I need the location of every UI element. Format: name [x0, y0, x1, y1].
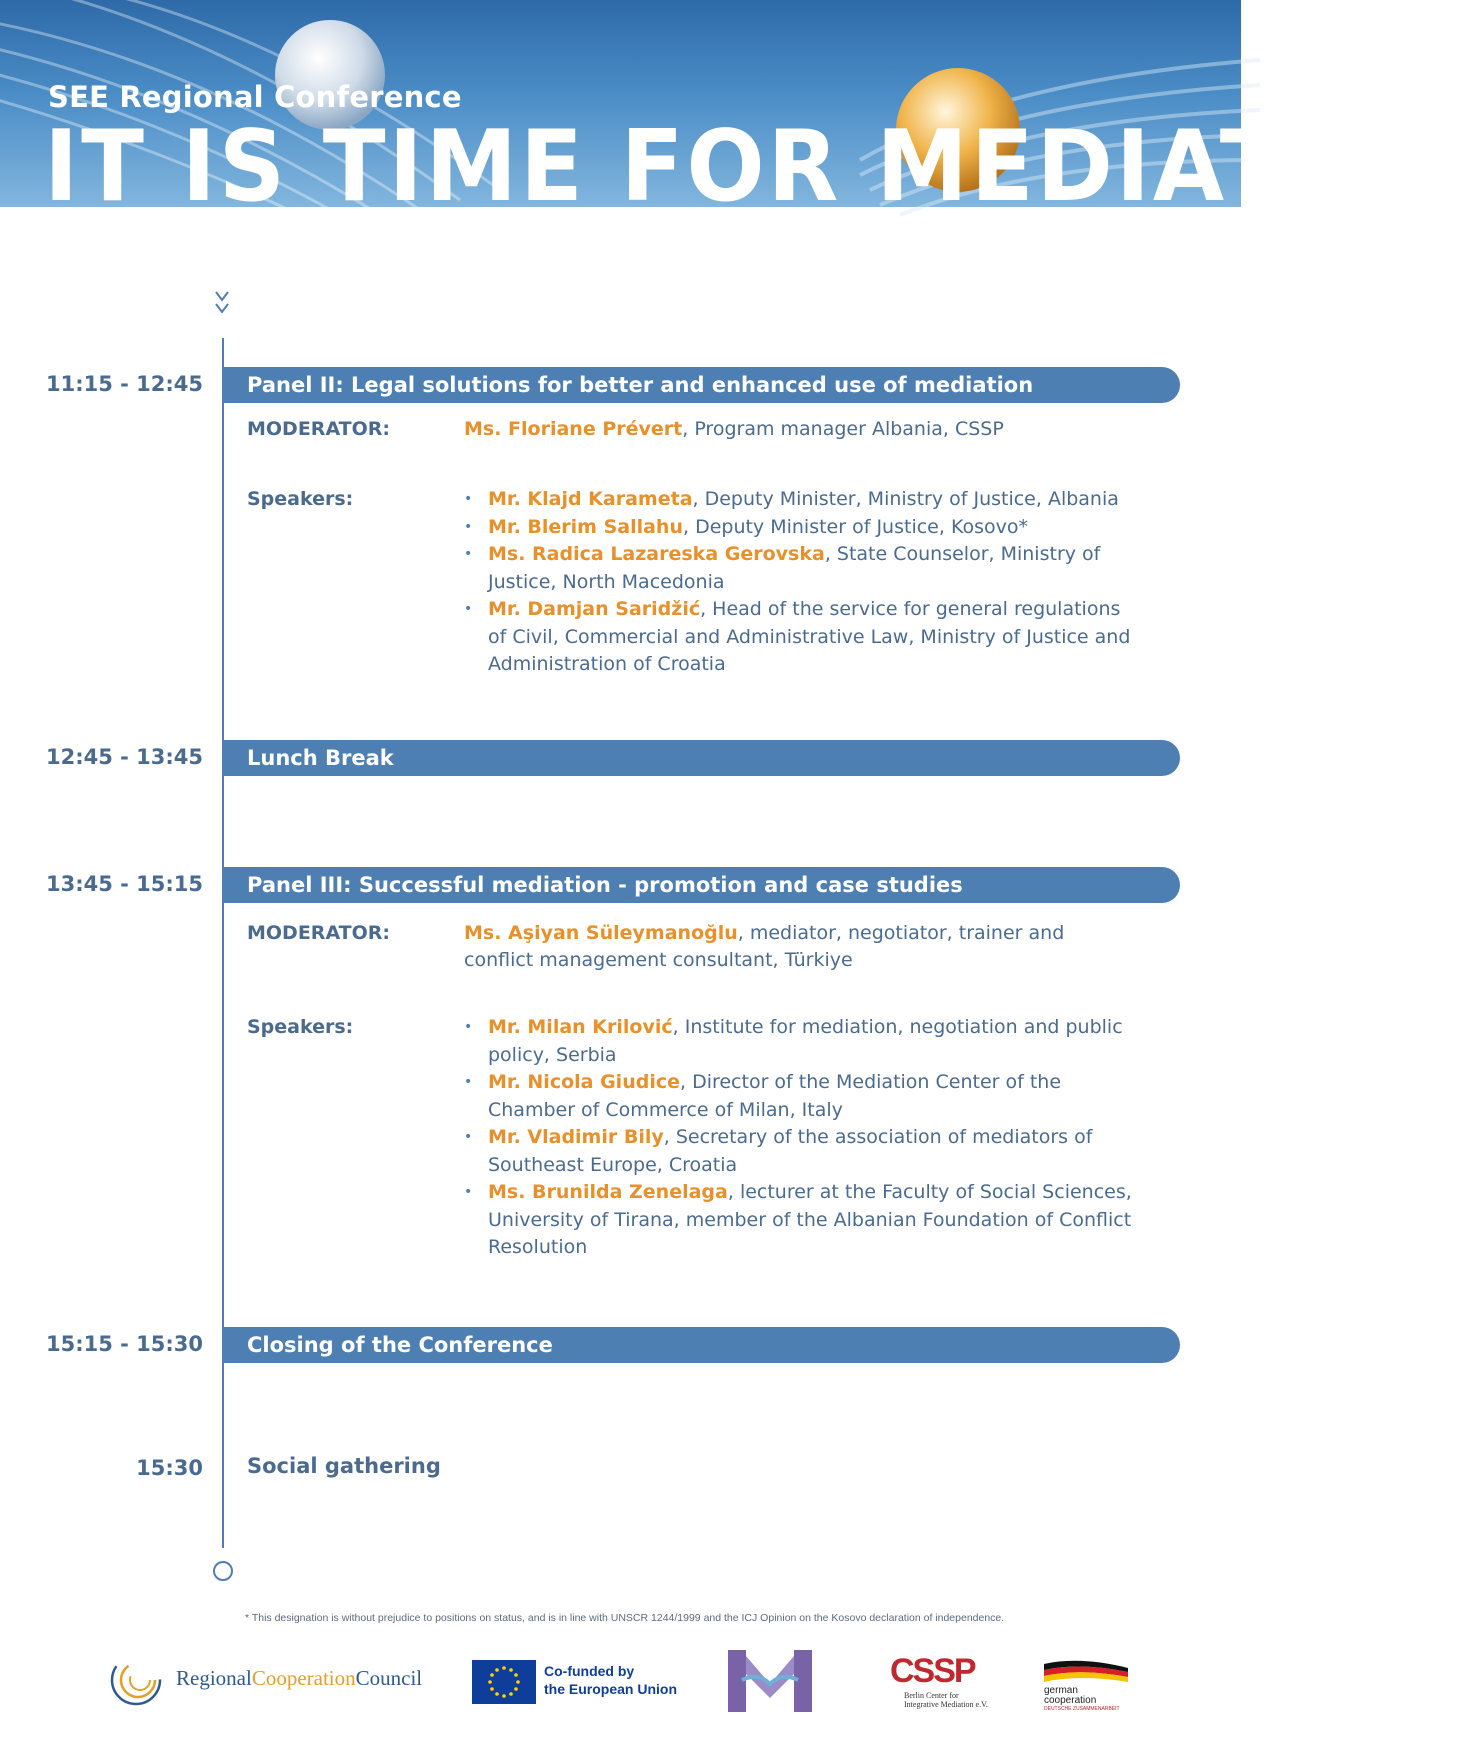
speaker-desc: , State Counselor, Ministry of Justice, North Macedonia: [488, 543, 1101, 593]
german-cooperation-text: german cooperation: [1044, 1685, 1097, 1706]
moderator-name: Ms. Floriane Prévert: [464, 418, 683, 440]
rcc-swirl-icon: [108, 1652, 168, 1708]
header-banner: [0, 0, 1484, 224]
chevron-down-icon: [215, 288, 229, 318]
speakers-label: Speakers:: [247, 488, 354, 510]
speaker-name: Mr. Nicola Giudice: [488, 1071, 680, 1093]
session-title-bar: Lunch Break: [223, 740, 1180, 776]
rcc-logo: [108, 1652, 438, 1708]
speakers-list: [464, 1014, 1144, 1262]
cssp-subtitle: Berlin Center for Integrative Mediation e.V.: [904, 1691, 988, 1709]
speaker-item: [464, 1179, 1144, 1262]
session-time: 11:15 - 12:45: [45, 372, 203, 396]
speaker-desc: , Head of the service for general regulations of Civil, Commercial and Administrative Law, Ministry of Justice and Administration of Croatia: [488, 598, 1131, 675]
timeline-end-circle-icon: [213, 1561, 233, 1581]
speakers-list: [464, 486, 1144, 679]
speaker-desc: , Secretary of the association of mediators of Southeast Europe, Croatia: [488, 1126, 1093, 1176]
speaker-item: [464, 1014, 1144, 1069]
moderator-entry: [464, 920, 1104, 974]
moderator-desc: , Program manager Albania, CSSP: [682, 418, 1004, 440]
conference-title: IT IS TIME FOR MEDIATION: [44, 110, 1484, 224]
speaker-item: [464, 541, 1144, 596]
session-title-bar: Panel III: Successful mediation - promotion and case studies: [223, 867, 1180, 903]
german-cooperation-tagline: DEUTSCHE ZUSAMMENARBEIT: [1044, 1706, 1120, 1712]
rcc-name: RegionalCooperationCouncil: [176, 1666, 423, 1690]
session-title-bar: Panel II: Legal solutions for better and enhanced use of mediation: [223, 367, 1180, 403]
cssp-logo: [890, 1652, 1010, 1712]
moderator-entry: [464, 416, 1104, 443]
moderator-label: MODERATOR:: [247, 418, 391, 440]
moderator-desc: , mediator, negotiator, trainer and conflict management consultant, Türkiye: [464, 922, 1065, 971]
session-time: 12:45 - 13:45: [45, 745, 203, 769]
speaker-desc: , Institute for mediation, negotiation and public policy, Serbia: [488, 1016, 1123, 1066]
moderator-label: MODERATOR:: [247, 922, 391, 944]
moderator-name: Ms. Aşiyan Süleymanoğlu: [464, 922, 738, 944]
speaker-desc: , Deputy Minister, Ministry of Justice, Albania: [692, 488, 1119, 510]
speaker-item: [464, 1124, 1144, 1179]
speaker-name: Ms. Radica Lazareska Gerovska: [488, 543, 825, 565]
session-time: 15:30: [136, 1456, 203, 1480]
speaker-name: Mr. Damjan Saridžić: [488, 598, 701, 620]
speaker-item: [464, 596, 1144, 679]
eu-cofunded-text: Co-funded by the European Union: [544, 1663, 677, 1697]
session-title-bar: Closing of the Conference: [223, 1327, 1180, 1363]
conference-subtitle: SEE Regional Conference: [48, 80, 462, 114]
speaker-name: Mr. Milan Krilović: [488, 1016, 673, 1038]
speaker-desc: , Director of the Mediation Center of the Chamber of Commerce of Milan, Italy: [488, 1071, 1062, 1121]
speaker-desc: , lecturer at the Faculty of Social Sciences, University of Tirana, member of the Albanian Foundation of Conflict Resolution: [488, 1181, 1132, 1258]
social-gathering-label: Social gathering: [247, 1454, 441, 1478]
cssp-mark: CSSP: [890, 1652, 975, 1690]
german-cooperation-logo: [1040, 1658, 1132, 1710]
speaker-item: [464, 514, 1144, 542]
speaker-name: Ms. Brunilda Zenelaga: [488, 1181, 728, 1203]
speaker-name: Mr. Blerim Sallahu: [488, 515, 683, 538]
session-time: 15:15 - 15:30: [45, 1332, 203, 1356]
speakers-label: Speakers:: [247, 1016, 354, 1038]
speaker-item: [464, 1069, 1144, 1124]
timeline-line: [222, 338, 224, 1548]
mediation-m-logo: [728, 1650, 812, 1712]
german-flag-swoosh-icon: [1040, 1658, 1132, 1688]
session-time: 13:45 - 15:15: [45, 872, 203, 896]
speaker-desc: , Deputy Minister of Justice, Kosovo*: [682, 515, 1028, 538]
footnote: * This designation is without prejudice to positions on status, and is in line with UNSCR 1244/1999 and the ICJ Opinion on the Kosovo declaration of independence.: [245, 1612, 1005, 1624]
speaker-name: Mr. Vladimir Bily: [488, 1126, 664, 1148]
speaker-name: Mr. Klajd Karameta: [488, 488, 693, 510]
eu-flag-icon: [472, 1660, 536, 1704]
speaker-item: [464, 486, 1144, 514]
eu-cofunded-logo: [472, 1660, 702, 1704]
